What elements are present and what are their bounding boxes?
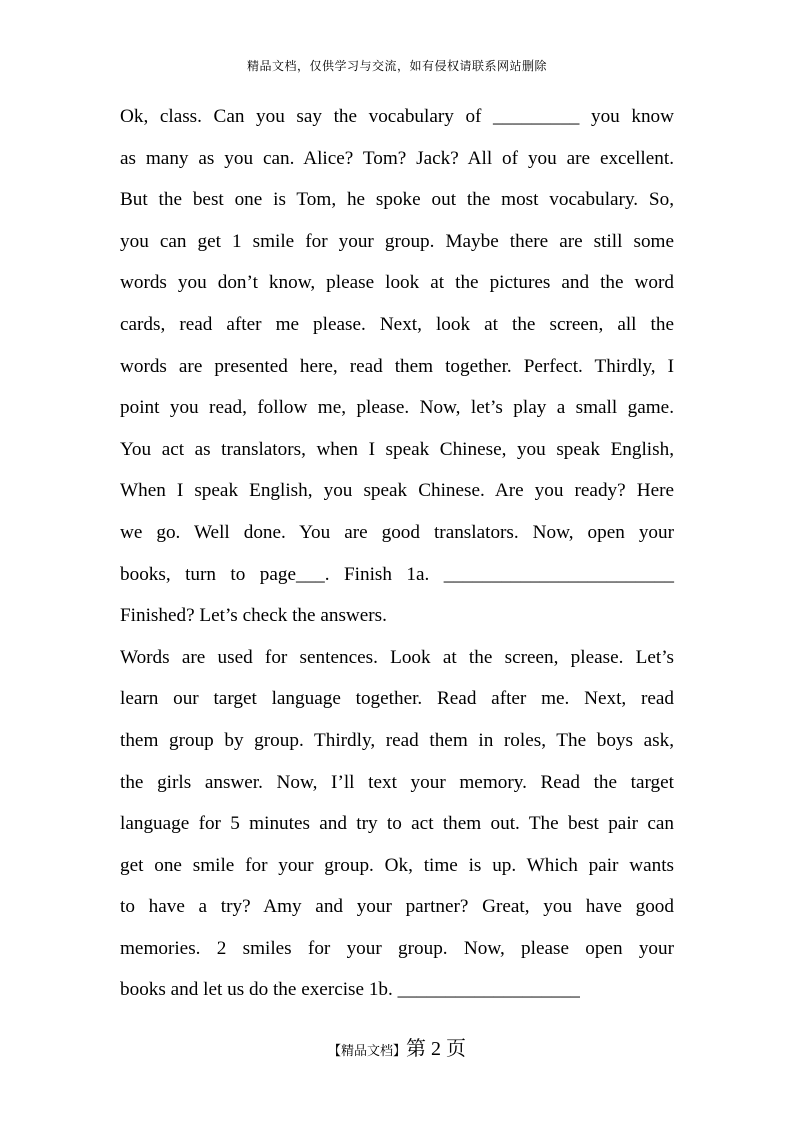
text-line: But the best one is Tom, he spoke out the most vocabulary. So, <box>120 189 674 211</box>
text-line: books, turn to page___. Finish 1a. ________________________ <box>120 563 674 585</box>
text-line: we go. Well done. You are good translators. Now, open your <box>120 521 674 543</box>
text-line: learn our target language together. Read after me. Next, read <box>120 688 674 710</box>
text-line: the girls answer. Now, I’ll text your memory. Read the target <box>120 771 674 793</box>
text-line: them group by group. Thirdly, read them in roles, The boys ask, <box>120 729 674 751</box>
text-line: Ok, class. Can you say the vocabulary of _________ you know <box>120 106 674 127</box>
text-line: as many as you can. Alice? Tom? Jack? All of you are excellent. <box>120 147 674 169</box>
text-line: words you don’t know, please look at the pictures and the word <box>120 272 674 294</box>
paragraph-1 <box>120 96 674 637</box>
text-line: Finished? Let’s check the answers. <box>120 605 387 627</box>
text-line: get one smile for your group. Ok, time is up. Which pair wants <box>120 854 674 876</box>
document-body <box>120 96 674 1011</box>
paragraph-2 <box>120 637 674 1011</box>
header-text: 精品文档，仅供学习与交流，如有侵权请联系网站删除 <box>246 59 547 73</box>
text-line: language for 5 minutes and try to act them out. The best pair can <box>120 813 674 835</box>
text-line: cards, read after me please. Next, look at the screen, all the <box>120 313 674 335</box>
text-line: to have a try? Amy and your partner? Great, you have good <box>120 896 674 918</box>
text-line: When I speak English, you speak Chinese. Are you ready? Here <box>120 480 674 502</box>
page-header <box>0 57 794 74</box>
text-line: You act as translators, when I speak Chinese, you speak English, <box>120 438 674 460</box>
footer-tag: 【精品文档】 <box>327 1044 406 1059</box>
text-line: Words are used for sentences. Look at the screen, please. Let’s <box>120 646 674 668</box>
page-footer <box>0 1032 794 1061</box>
text-line: you can get 1 smile for your group. Maybe there are still some <box>120 230 674 252</box>
text-line: books and let us do the exercise 1b. ___________________ <box>120 979 580 1001</box>
text-line: memories. 2 smiles for your group. Now, please open your <box>120 937 674 959</box>
text-line: point you read, follow me, please. Now, let’s play a small game. <box>120 397 674 419</box>
text-line: words are presented here, read them together. Perfect. Thirdly, I <box>120 355 674 377</box>
page-number: 第 2 页 <box>406 1038 466 1060</box>
